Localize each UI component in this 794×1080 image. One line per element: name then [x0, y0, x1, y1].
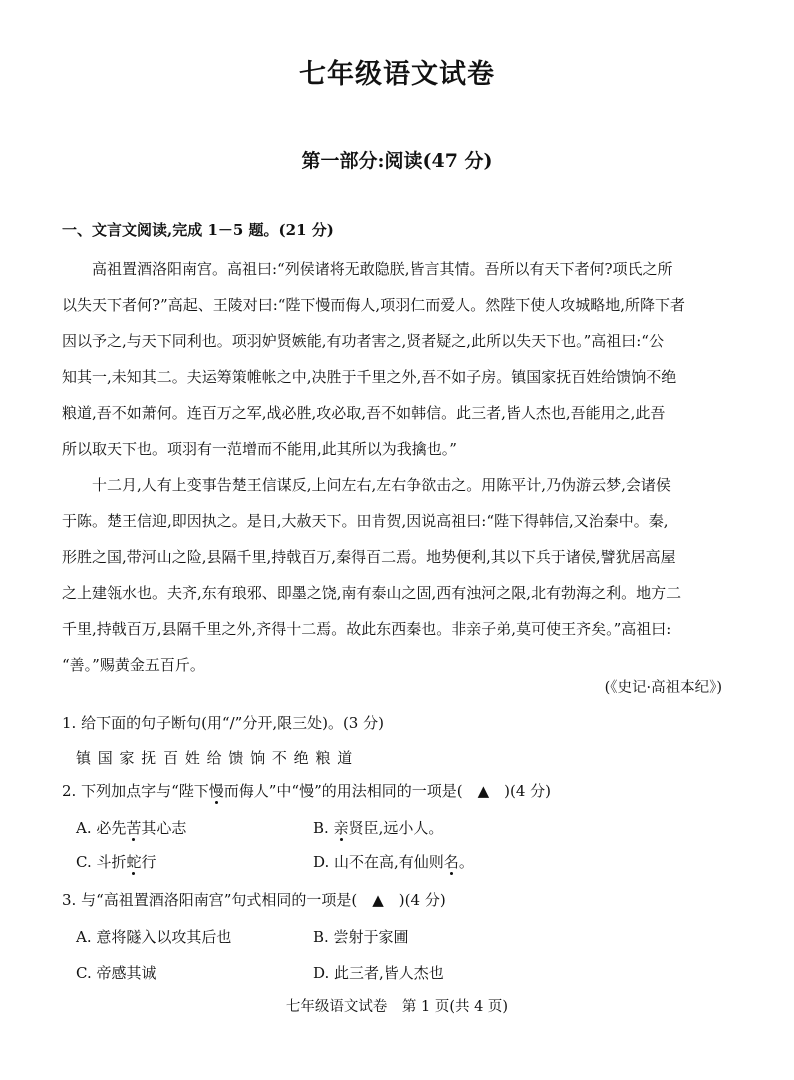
passage-line: 十二月,人有上变事告楚王信谋反,上问左右,左右争欲击之。用陈平计,乃伪游云梦,会诸侯: [62, 476, 671, 494]
passage-line: 知其一,未知其二。夫运筹策帷帐之中,决胜于千里之外,吾不如子房。镇国家抚百姓给馈饷不绝: [62, 368, 677, 386]
passage-line: 千里,持戟百万,县隔千里之外,齐得十二焉。故此东西秦也。非亲子弟,莫可使王齐矣。”高祖曰:: [62, 620, 672, 638]
passage-line: 形胜之国,带河山之险,县隔千里,持戟百万,秦得百二焉。地势便利,其以下兵于诸侯,譬犹居高屋: [62, 548, 676, 566]
option-d: D. 此三者,皆人杰也: [313, 964, 444, 982]
part-heading: 第一部分:阅读(47 分): [301, 150, 493, 172]
passage-line: 之上建瓴水也。夫齐,东有琅邪、即墨之饶,南有泰山之固,西有浊河之限,北有勃海之利。地方二: [62, 584, 682, 602]
stem-text: 2. 下列加点字与“陛下: [62, 782, 209, 800]
option-b: B. 尝射于家圃: [313, 928, 409, 946]
passage-line: 所以取天下也。项羽有一范增而不能用,此其所以为我擒也。”: [62, 440, 457, 458]
passage-line: “善。”赐黄金五百斤。: [62, 656, 205, 674]
passage-line: 以失天下者何?”高起、王陵对曰:“陛下慢而侮人,项羽仁而爱人。然陛下使人攻城略地,所降下者: [62, 296, 685, 314]
option-text: A. 必先: [76, 819, 127, 837]
option-text: 贤臣,远小人。: [348, 819, 444, 837]
option-d: [313, 851, 474, 872]
option-text: 。: [458, 853, 474, 871]
stem-text: 而侮人”中“慢”的用法相同的一项是( ▲ )(4 分): [223, 782, 552, 800]
option-text: 其心志: [141, 819, 187, 837]
dotted-char: 慢: [208, 782, 224, 800]
question-1-stem: 1. 给下面的句子断句(用“/”分开,限三处)。(3 分): [62, 714, 384, 732]
dotted-char: 亲: [333, 819, 349, 837]
option-c: C. 帝感其诚: [76, 964, 157, 982]
option-text: D. 山不在高,有仙则: [313, 853, 444, 871]
option-text: B.: [313, 819, 334, 837]
dotted-char: 苦: [126, 819, 142, 837]
option-a: [76, 817, 186, 838]
question-1-sentence: 镇 国 家 抚 百 姓 给 馈 饷 不 绝 粮 道: [76, 749, 354, 767]
option-text: C. 斗折: [76, 853, 127, 871]
passage-line: 于陈。楚王信迎,即因执之。是日,大赦天下。田肯贺,因说高祖曰:“陛下得韩信,又治秦中。秦,: [62, 512, 669, 530]
section-heading: 一、文言文阅读,完成 1－5 题。(21 分): [62, 221, 334, 239]
dotted-char: 蛇: [126, 853, 142, 871]
exam-title: 七年级语文试卷: [299, 59, 495, 90]
option-a: A. 意将隧入以攻其后也: [76, 928, 232, 946]
option-b: [313, 817, 443, 838]
passage-line: 高祖置酒洛阳南宫。高祖曰:“列侯诸将无敢隐朕,皆言其情。吾所以有天下者何?项氏之所: [62, 260, 673, 278]
option-c: [76, 851, 157, 872]
passage-line: 因以予之,与天下同利也。项羽妒贤嫉能,有功者害之,贤者疑之,此所以失天下也。”高祖曰:“公: [62, 332, 664, 350]
page-footer: 七年级语文试卷 第 1 页(共 4 页): [285, 999, 509, 1015]
question-2-stem: [62, 780, 551, 801]
source-citation: (《史记·高祖本纪》): [604, 680, 722, 696]
passage-line: 粮道,吾不如萧何。连百万之军,战必胜,攻必取,吾不如韩信。此三者,皆人杰也,吾能用之,此吾: [62, 404, 666, 422]
dotted-char: 名: [443, 853, 459, 871]
question-3-stem: 3. 与“高祖置酒洛阳南宫”句式相同的一项是( ▲ )(4 分): [62, 891, 446, 909]
option-text: 行: [141, 853, 157, 871]
